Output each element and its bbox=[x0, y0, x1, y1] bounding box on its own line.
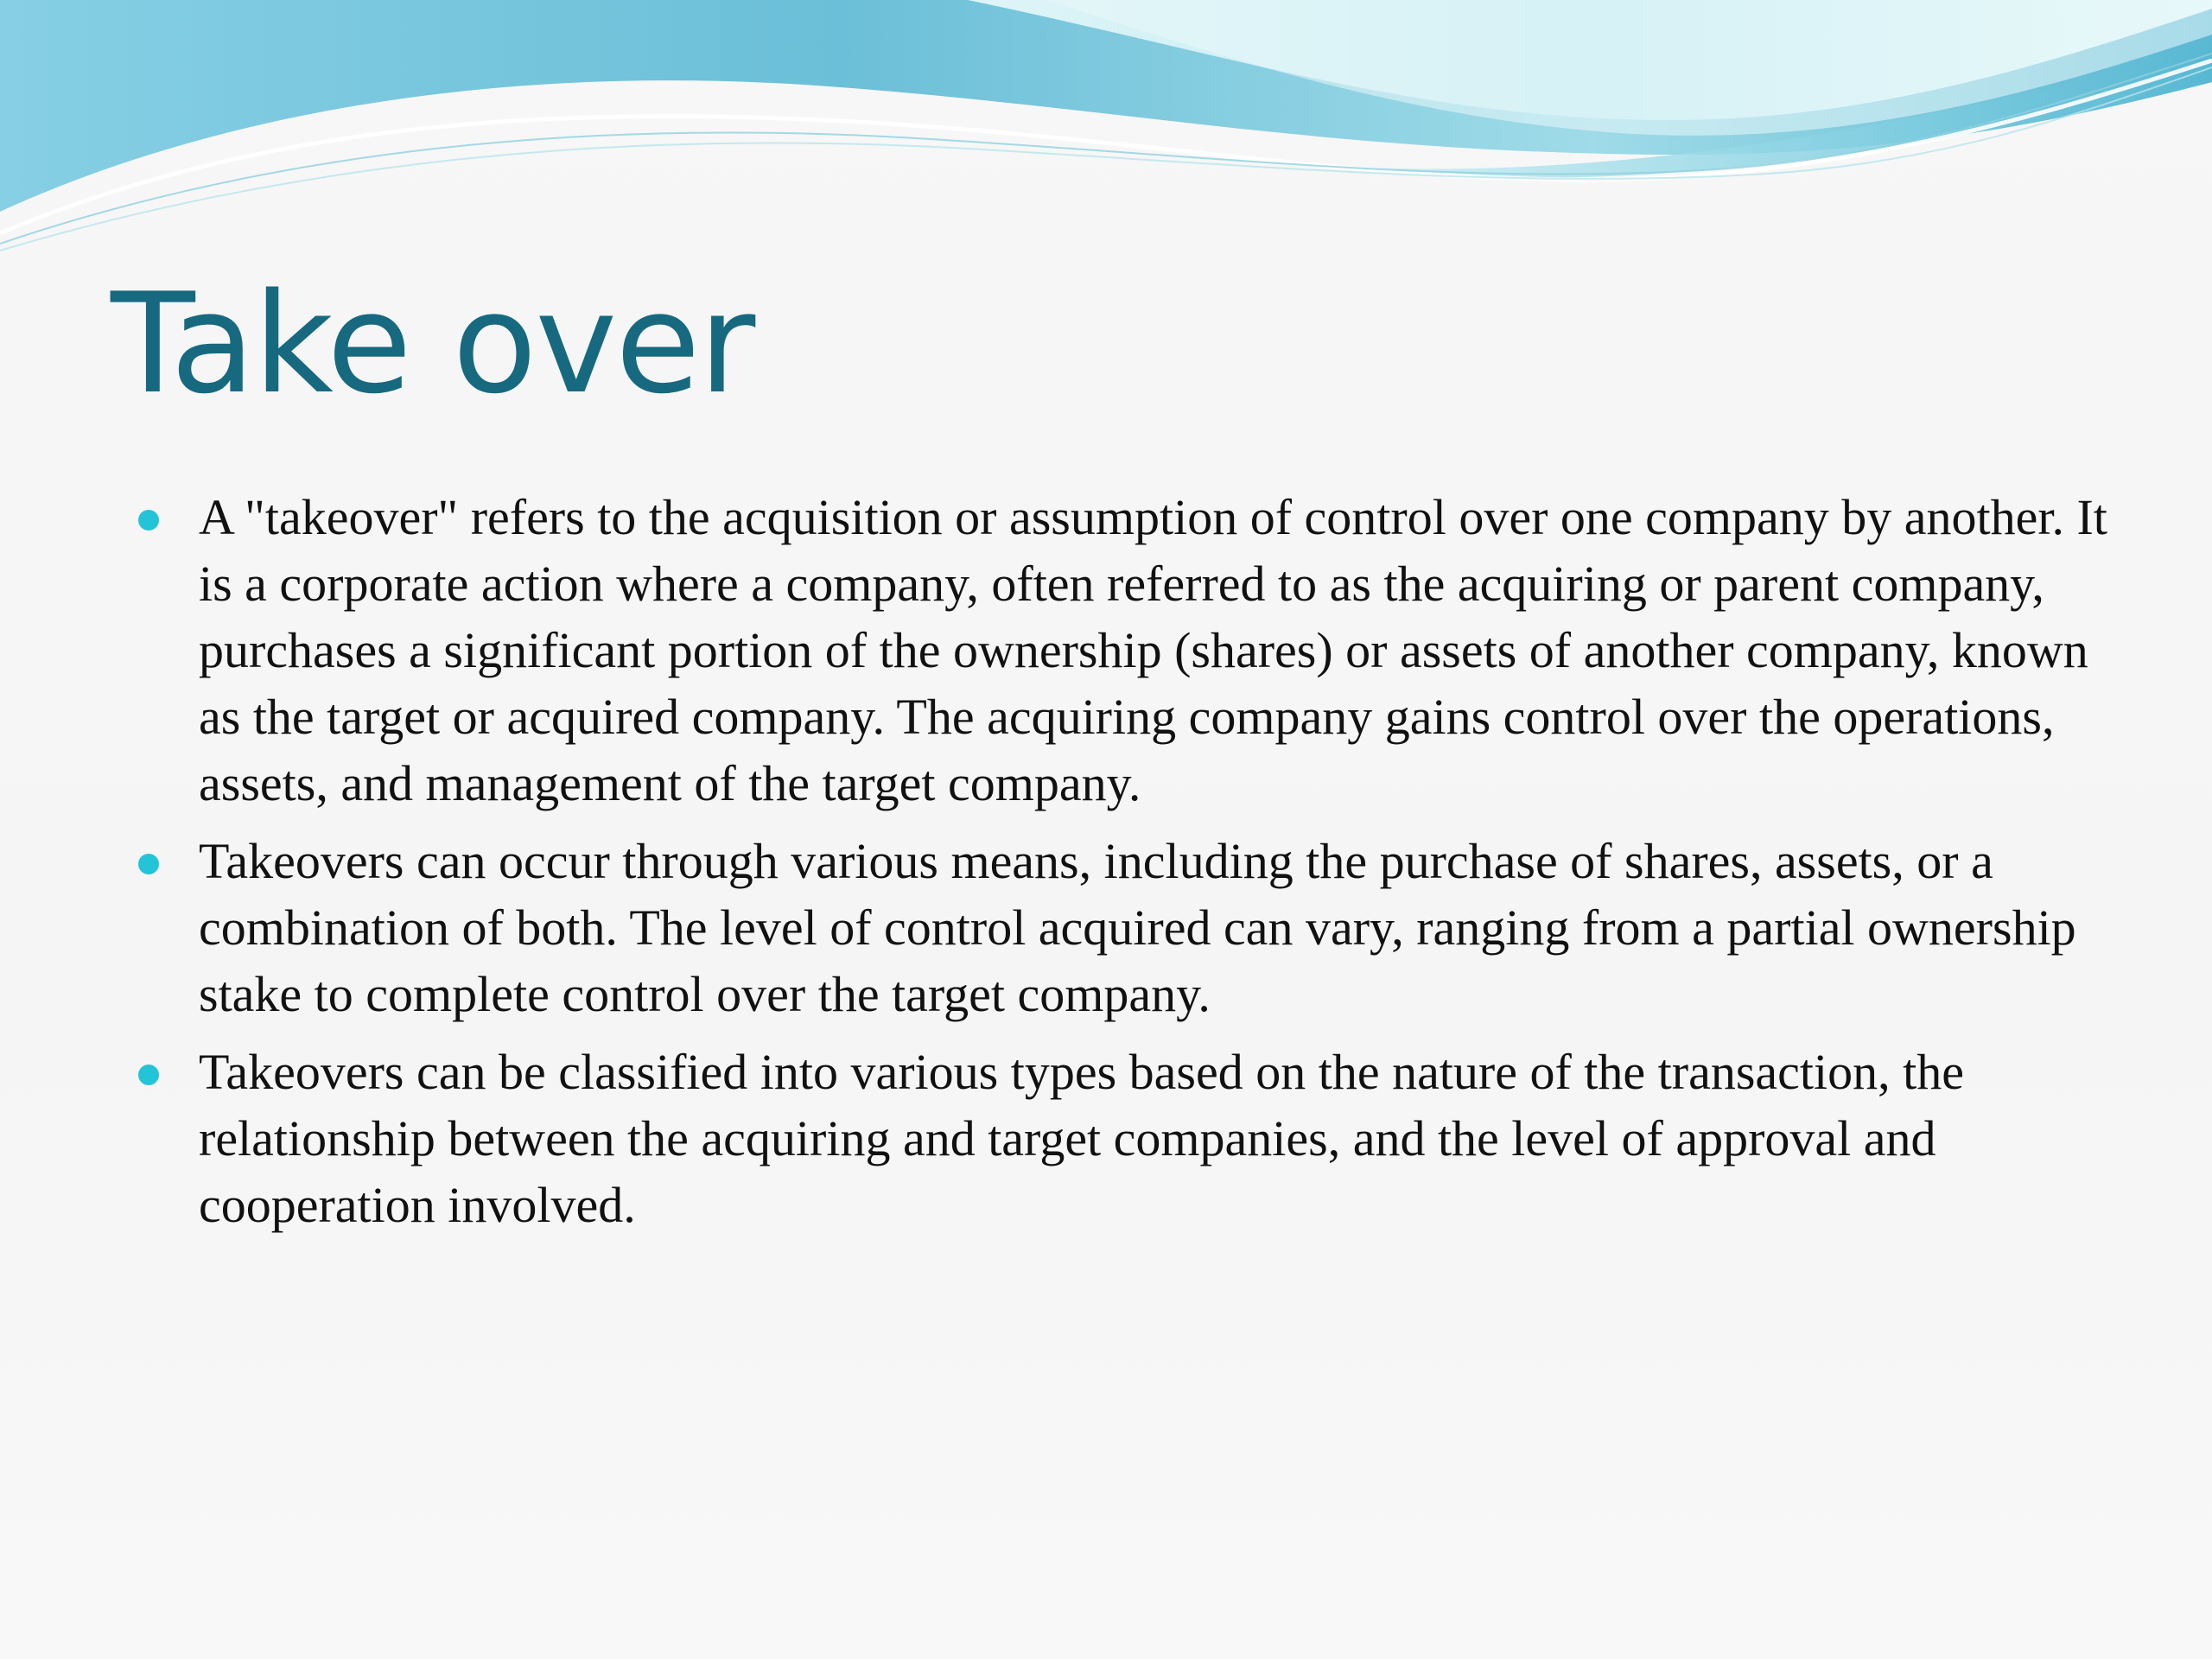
bullet-item-means bbox=[199, 828, 2117, 1027]
header-wave-decoration bbox=[0, 0, 2212, 259]
bullet-text: Takeovers can be classified into various types based on the nature of the transaction, the relationship between the acquiring and target companies, and the level of approval and cooperation involved. bbox=[199, 1044, 1964, 1233]
bullet-marker-icon bbox=[138, 854, 159, 874]
bullet-marker-icon bbox=[138, 510, 159, 531]
bullet-item-definition bbox=[199, 484, 2117, 817]
bullet-marker-icon bbox=[138, 1065, 159, 1085]
bullet-list bbox=[199, 484, 2117, 1249]
bullet-text: Takeovers can occur through various means, including the purchase of shares, assets, or a combination of both. The level of control acquired can vary, ranging from a partial ownership stake to complete control over the target company. bbox=[199, 833, 2076, 1022]
bullet-text: A "takeover" refers to the acquisition or assumption of control over one company by another. It is a corporate action where a company, often referred to as the acquiring or parent company, purchases a significant portion of the ownership (shares) or assets of another company, known as the target or acquired company. The acquiring company gains control over the operations, assets, and management of the target company. bbox=[199, 489, 2107, 811]
bullet-item-types bbox=[199, 1039, 2117, 1238]
slide-title: Take over bbox=[111, 263, 754, 424]
